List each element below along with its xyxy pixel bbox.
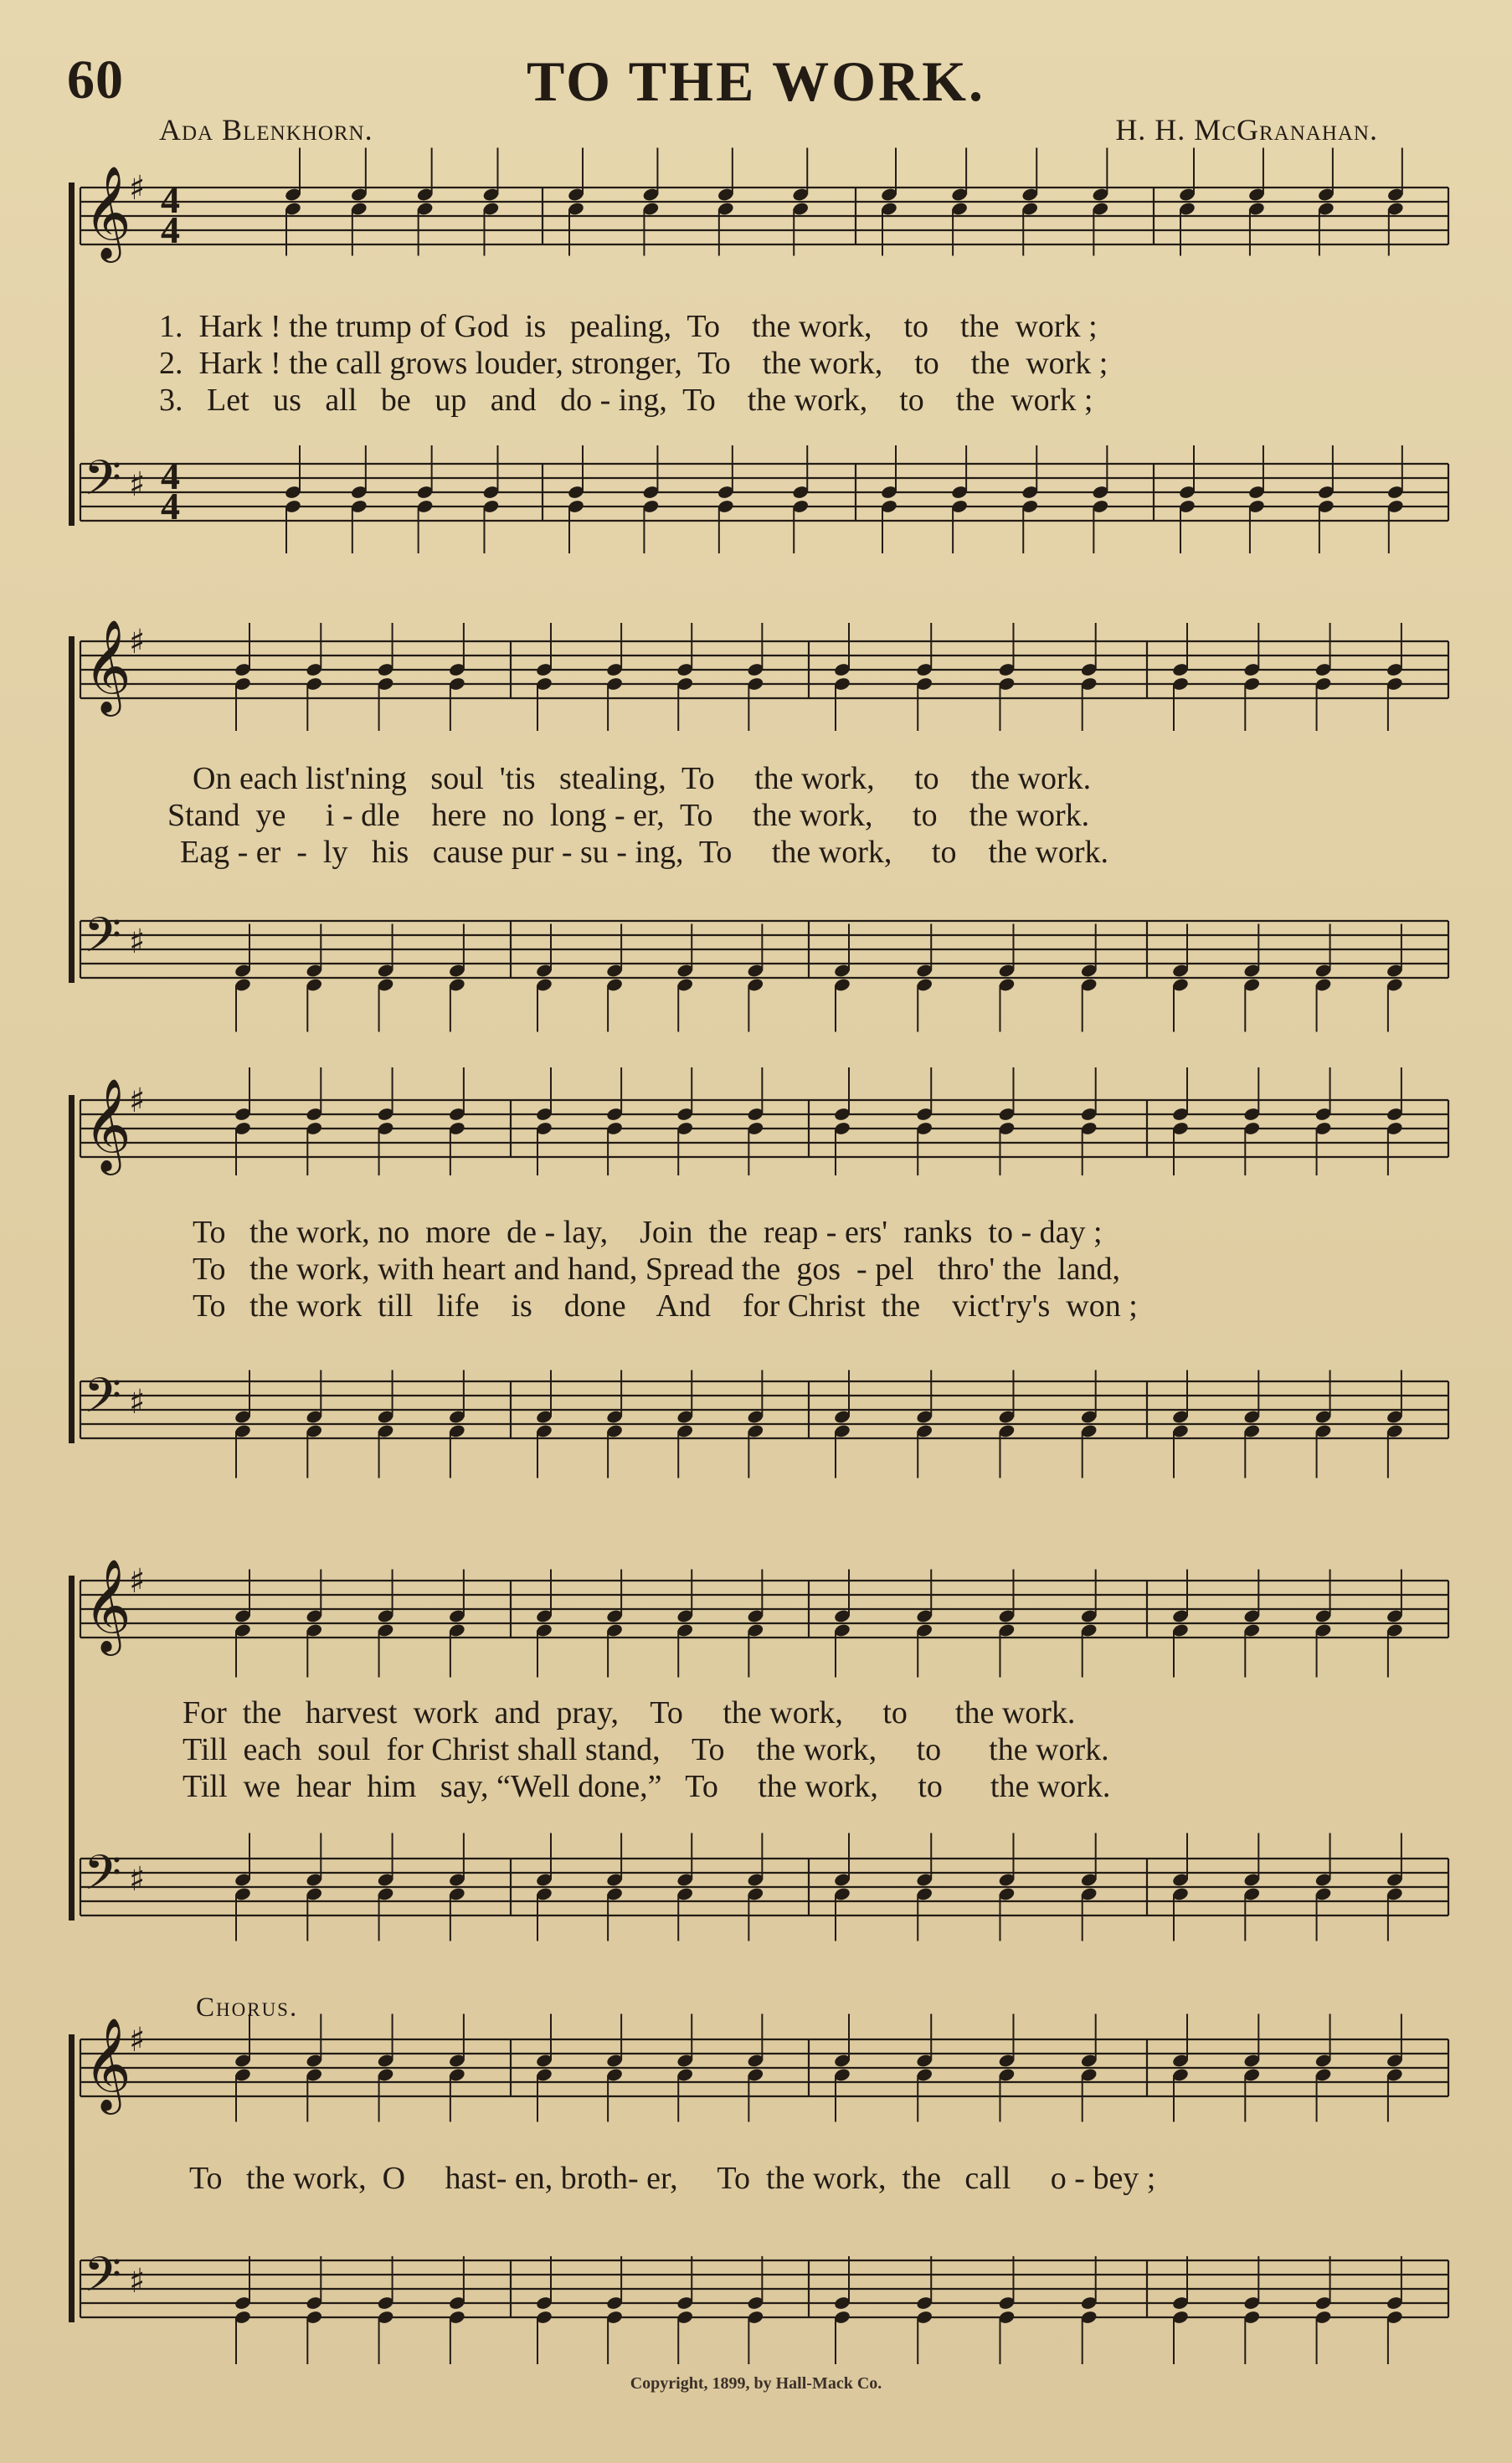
sharp-icon: ♯ bbox=[129, 1082, 146, 1120]
sharp-icon: ♯ bbox=[129, 1860, 146, 1899]
lyric-line-3-verse-2: To the work, with heart and hand, Spread the gos - pel thro' the land, bbox=[193, 1252, 1121, 1287]
system-brace bbox=[69, 1576, 75, 1921]
treble-clef-icon: 𝄞 bbox=[84, 1077, 131, 1171]
lyric-line-3-verse-3: To the work till life is done And for Christ the vict'ry's won ; bbox=[193, 1288, 1138, 1324]
lyric-line-1-verse-1: 1. Hark ! the trump of God is pealing, To the work, to the work ; bbox=[159, 309, 1098, 344]
treble-clef-icon: 𝄞 bbox=[84, 619, 131, 712]
time-signature-top: 4 bbox=[161, 178, 180, 221]
system-brace bbox=[69, 2034, 75, 2322]
treble-clef-icon: 𝄞 bbox=[84, 1558, 131, 1652]
sharp-icon: ♯ bbox=[129, 1383, 146, 1422]
lyric-line-4-verse-3: Till we hear him say, “Well done,” To the work, to the work. bbox=[183, 1769, 1111, 1804]
sharp-icon: ♯ bbox=[129, 623, 146, 661]
time-signature-bottom: 4 bbox=[161, 208, 180, 251]
sharp-icon: ♯ bbox=[129, 2262, 146, 2301]
composer-credit: H. H. McGranahan. bbox=[1115, 113, 1378, 147]
bass-clef-icon: 𝄢 bbox=[84, 1367, 122, 1436]
lyric-line-2-verse-3: Eag - er - ly his cause pur - su - ing, To the work, to the work. bbox=[180, 835, 1108, 870]
system-brace bbox=[69, 183, 75, 526]
bass-clef-icon: 𝄢 bbox=[84, 1844, 122, 1913]
hymn-title: TO THE WORK. bbox=[526, 49, 986, 113]
sharp-icon: ♯ bbox=[129, 169, 146, 208]
lyric-line-2-verse-1: On each list'ning soul 'tis stealing, To the work, to the work. bbox=[193, 761, 1092, 796]
lyric-line-3-verse-1: To the work, no more de - lay, Join the reap - ers' ranks to - day ; bbox=[193, 1215, 1103, 1250]
lyric-line-4-verse-2: Till each soul for Christ shall stand, To the work, to the work. bbox=[183, 1732, 1109, 1767]
lyric-line-1-verse-3: 3. Let us all be up and do - ing, To the work, to the work ; bbox=[159, 383, 1093, 418]
bass-clef-icon: 𝄢 bbox=[84, 907, 122, 975]
bass-clef-icon: 𝄢 bbox=[84, 2246, 122, 2315]
lyric-line-1-verse-2: 2. Hark ! the call grows louder, stronger, To the work, to the work ; bbox=[159, 346, 1108, 381]
time-signature-bottom: 4 bbox=[161, 485, 180, 527]
lyric-line-5-chorus: To the work, O hast- en, broth- er, To the work, the call o - bey ; bbox=[189, 2161, 1156, 2196]
lyricist-credit: Ada Blenkhorn. bbox=[159, 113, 373, 147]
chorus-label: Chorus. bbox=[196, 1993, 299, 2023]
sharp-icon: ♯ bbox=[129, 2021, 146, 2059]
lyric-line-4-verse-1: For the harvest work and pray, To the work, to the work. bbox=[183, 1695, 1076, 1730]
lyric-line-2-verse-2: Stand ye i - dle here no long - er, To the work, to the work. bbox=[167, 798, 1090, 833]
sharp-icon: ♯ bbox=[129, 1562, 146, 1601]
time-signature-top: 4 bbox=[161, 455, 180, 497]
treble-clef-icon: 𝄞 bbox=[84, 2017, 131, 2111]
treble-clef-icon: 𝄞 bbox=[84, 165, 131, 259]
copyright-notice: Copyright, 1899, by Hall-Mack Co. bbox=[630, 2374, 882, 2393]
sharp-icon: ♯ bbox=[129, 923, 146, 961]
system-brace bbox=[69, 1095, 75, 1443]
page-number: 60 bbox=[67, 49, 124, 111]
system-brace bbox=[69, 636, 75, 983]
sharp-icon: ♯ bbox=[129, 465, 146, 504]
bass-clef-icon: 𝄢 bbox=[84, 450, 122, 518]
